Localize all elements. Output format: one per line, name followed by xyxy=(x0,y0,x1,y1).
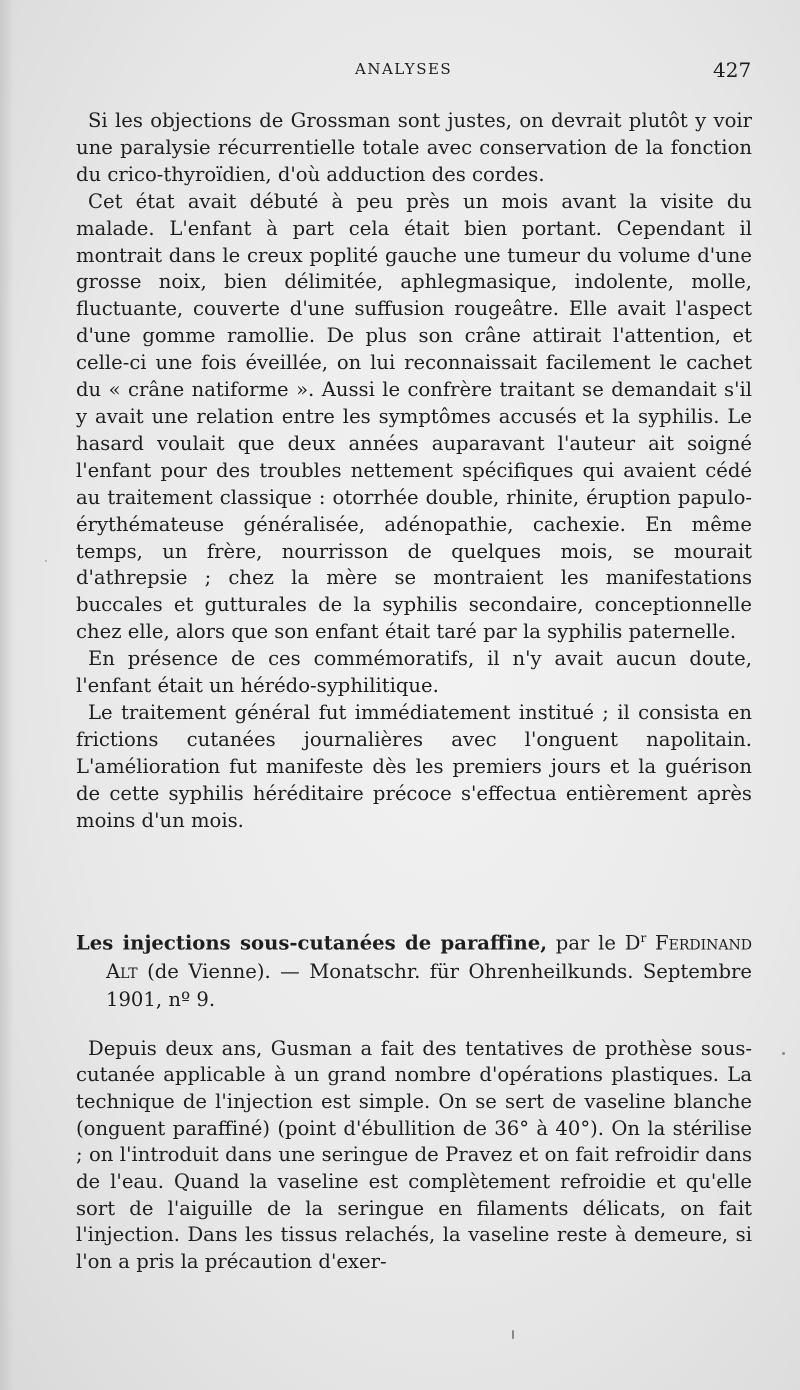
article-dr-sup: r xyxy=(640,931,647,945)
running-head: ANALYSES xyxy=(355,60,453,78)
article-section xyxy=(76,924,752,1276)
article-by: par le D xyxy=(547,931,641,955)
paper-speck xyxy=(45,560,47,562)
paragraph: Le traitement général fut immédiatement institué ; il consista en frictions cutanées journalières avec l'onguent napolitain. L'amélioration fut manifeste dès les premiers jours et la guérison de cette syphilis héréditaire précoce s'effectua entièrement après moins d'un mois. xyxy=(76,700,752,832)
article-body: Depuis deux ans, Gusman a fait des tentatives de prothèse sous-cutanée applicable à un grand nombre d'opérations plastiques. La technique de l'injection est simple. On se sert de vaseline blanche (onguent paraffiné) (point d'ébullition de 36° à 40°). On la stérilise ; on l'introduit dans une seringue de Pravez et on fait refroidir dans de l'eau. Quand la vaseline est complètement refroidie et qu'elle sort de l'aiguille de la seringue en filaments délicats, on fait l'injection. Dans les tissus relachés, la vaseline reste à demeure, si l'on a pris la précaution d'exer- xyxy=(76,1036,752,1274)
page-edge-shadow xyxy=(0,0,14,1390)
article-reference xyxy=(76,924,752,1014)
paper-speck xyxy=(782,1052,785,1055)
article-journal: — Monatschr. für Ohrenheilkunds. Septembre 1901, nº 9. xyxy=(106,959,752,1011)
article-author: Ferdinand Alt xyxy=(106,931,752,983)
paragraph: En présence de ces commémoratifs, il n'y avait aucun doute, l'enfant était un hérédo-syphilitique. xyxy=(76,647,752,698)
paper-speck xyxy=(512,1330,514,1339)
article-title: Les injections sous-cutanées de paraffine, xyxy=(76,931,548,955)
page-number: 427 xyxy=(713,58,752,82)
article-author-place: (de Vienne). xyxy=(137,959,271,983)
page-header xyxy=(0,60,800,84)
paragraph: Si les objections de Grossman sont justes, on devrait plutôt y voir une paralysie récurrentielle totale avec conservation de la fonction du crico-thyroïdien, d'où adduction des cordes. xyxy=(76,109,752,186)
body-text xyxy=(76,108,752,834)
paragraph: Cet état avait débuté à peu près un mois avant la visite du malade. L'enfant à part cela était bien portant. Cependant il montrait dans le creux poplité gauche une tumeur du volume d'une grosse noix, bien délimitée, aphlegmasique, indolente, molle, fluctuante, couverte d'une suffusion rougeâtre. Elle avait l'aspect d'une gomme ramollie. De plus son crâne attirait l'attention, et celle-ci une fois éveillée, on lui reconnaissait facilement le cachet du « crâne natiforme ». Aussi le confrère traitant se demandait s'il y avait une relation entre les symptômes accusés et la syphilis. Le hasard voulait que deux années auparavant l'auteur ait soigné l'enfant pour des troubles nettement spécifiques qui avaient cédé au traitement classique : otorrhée double, rhinite, éruption papulo-érythémateuse généralisée, adénopathie, cachexie. En même temps, un frère, nourrisson de quelques mois, se mourait d'athrepsie ; chez la mère se montraient les manifestations buccales et gutturales de la syphilis secondaire, conceptionnelle chez elle, alors que son enfant était taré par la syphilis paternelle. xyxy=(76,189,752,644)
